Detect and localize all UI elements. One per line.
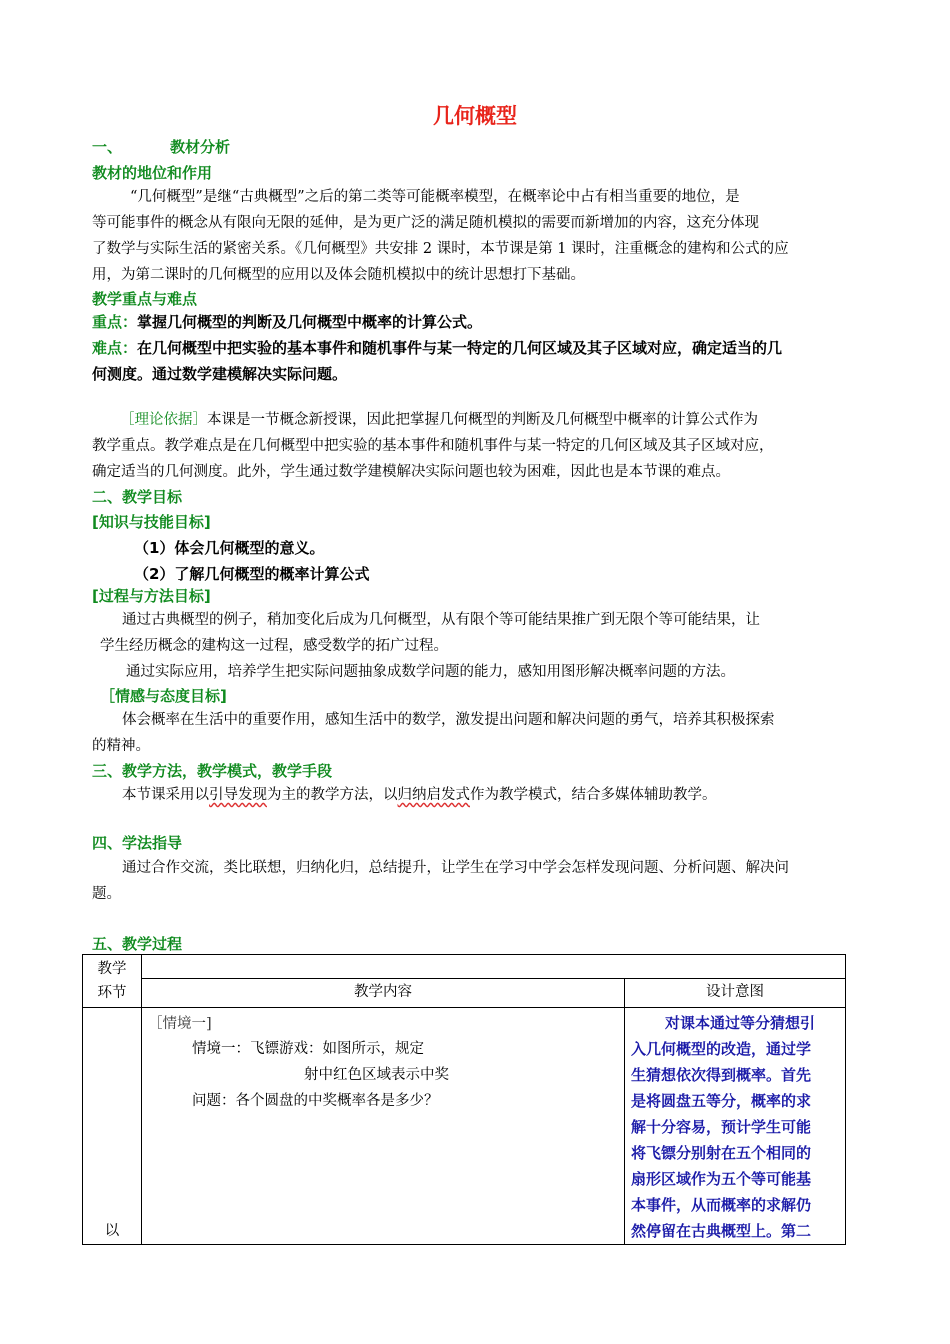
document-title: 几何概型 (433, 104, 517, 128)
intent-text (625, 1008, 845, 1244)
subheading-emotion-goals: ［情感与态度目标] (100, 687, 227, 705)
scene-label: ［情境一] (148, 1016, 212, 1032)
methods-text: 作为教学模式，结合多媒体辅助教学。 (470, 787, 717, 803)
paragraph-line: 的精神。 (92, 738, 150, 754)
focus-text: 掌握几何概型的判断及几何概型中概率的计算公式。 (137, 313, 483, 331)
goal-item-2: （2）了解几何概型的概率计算公式 (134, 565, 370, 583)
paragraph-line: 用，为第二课时的几何概型的应用以及体会随机模拟中的统计思想打下基础。 (92, 267, 585, 283)
teaching-process-table (82, 954, 846, 1245)
scene-line-2: 射中红色区域表示中奖 (304, 1067, 449, 1083)
section-3-heading: 三、教学方法，教学模式，教学手段 (92, 762, 333, 780)
theory-text-3: 确定适当的几何测度。此外，学生通过数学建模解决实际问题也较为困难，因此也是本节课的难点。 (92, 464, 730, 480)
difficulty-text-1: 在几何概型中把实验的基本事件和随机事件与某一特定的几何区域及其子区域对应，确定适当的几 (137, 339, 783, 357)
theory-label: ［理论依据］ (120, 412, 207, 428)
intent-line: 对课本通过等分猜想引 (665, 1014, 816, 1032)
paragraph-study-guide (92, 855, 862, 907)
methods-inductive-heuristic: 归纳启发式 (397, 787, 470, 803)
paragraph-role (92, 184, 862, 288)
section-1-label: 教材分析 (170, 138, 231, 156)
scene-line-1: 情境一：飞镖游戏：如图所示，规定 (192, 1041, 424, 1057)
paragraph-line: 了数学与实际生活的紧密关系。《几何概型》共安排 2 课时，本节课是第 1 课时，注重概念的建构和公式的应 (92, 241, 789, 257)
blank-header-cell (142, 955, 846, 979)
theory-text-2: 教学重点。教学难点是在几何概型中把实验的基本事件和随机事件与某一特定的几何区域及其子区域对应， (92, 438, 774, 454)
section-2-heading: 二、教学目标 (92, 488, 183, 506)
content-header: 教学内容 (142, 979, 625, 1008)
goal-item-1: （1）体会几何概型的意义。 (134, 539, 325, 557)
difficulty-text-2: 何测度。通过数学建模解决实际问题。 (92, 365, 348, 383)
intent-header: 设计意图 (625, 979, 846, 1008)
scene-question: 问题：各个圆盘的中奖概率各是多少？ (192, 1093, 439, 1109)
paragraph-line: 通过古典概型的例子，稍加变化后成为几何概型，从有限个等可能结果推广到无限个等可能结果，让 (122, 612, 760, 628)
subheading-process-goals: [过程与方法目标] (92, 587, 211, 605)
scene-one (142, 1008, 624, 1226)
intent-line: 解十分容易，预计学生可能 (631, 1118, 812, 1136)
methods-text: 为主的教学方法，以 (267, 787, 398, 803)
section-5-heading: 五、教学过程 (92, 935, 183, 953)
theory-basis (92, 407, 862, 485)
paragraph-line: 通过合作交流，类比联想，归纳化归，总结提升，让学生在学习中学会怎样发现问题、分析问题、解决问 (122, 860, 789, 876)
methods-text: 本节课采用以 (122, 787, 209, 803)
intent-line: 然停留在古典概型上。第二 (631, 1222, 812, 1240)
theory-text-1: 本课是一节概念新授课，因此把掌握几何概型的判断及几何概型中概率的计算公式作为 (207, 412, 758, 428)
intent-line: 生猜想依次得到概率。首先 (631, 1066, 812, 1084)
paragraph-line: 学生经历概念的建构这一过程，感受数学的拓广过程。 (100, 638, 448, 654)
paragraph-line: 体会概率在生活中的重要作用，感知生活中的数学，激发提出问题和解决问题的勇气，培养其积极探索 (122, 712, 775, 728)
paragraph-application (92, 659, 862, 685)
difficulty-label: 难点： (92, 339, 138, 357)
paragraph-process (92, 607, 862, 659)
intent-cell (625, 1008, 846, 1245)
stage-header-line: 教学 (97, 961, 127, 977)
subheading-role: 教材的地位和作用 (92, 164, 213, 182)
intent-line: 扇形区域作为五个等可能基 (631, 1170, 812, 1188)
intent-line: 入几何概型的改造，通过学 (631, 1040, 812, 1058)
paragraph-methods (92, 782, 862, 808)
focus-point (92, 309, 862, 335)
section-4-heading: 四、学法指导 (92, 834, 183, 852)
paragraph-line: “几何概型”是继“古典概型”之后的第二类等可能概率模型，在概率论中占有相当重要的地位，是 (130, 189, 740, 205)
focus-label: 重点： (92, 313, 138, 331)
stage-cell: 以 (83, 1008, 142, 1245)
difficulty-point (92, 335, 862, 387)
intent-line: 将飞镖分别射在五个相同的 (631, 1144, 812, 1162)
paragraph-line: 等可能事件的概念从有限向无限的延伸，是为更广泛的满足随机模拟的需要而新增加的内容，这充分体现 (92, 215, 759, 231)
paragraph-line: 通过实际应用，培养学生把实际问题抽象成数学问题的能力，感知用图形解决概率问题的方法。 (126, 664, 735, 680)
subheading-knowledge-goals: [知识与技能目标] (92, 513, 211, 531)
subheading-focus-difficulty: 教学重点与难点 (92, 290, 198, 308)
intent-line: 本事件，从而概率的求解仍 (631, 1196, 812, 1214)
paragraph-line: 题。 (92, 886, 121, 902)
methods-guided-discovery: 引导发现 (209, 787, 267, 803)
stage-header-cell (83, 955, 142, 1008)
goal-list (92, 535, 862, 587)
section-1-number: 一、 (92, 138, 123, 156)
intent-line: 是将圆盘五等分，概率的求 (631, 1092, 812, 1110)
paragraph-emotion (92, 707, 862, 759)
content-cell (142, 1008, 625, 1245)
stage-header-line: 环节 (97, 985, 127, 1001)
section-1-heading (92, 136, 230, 157)
